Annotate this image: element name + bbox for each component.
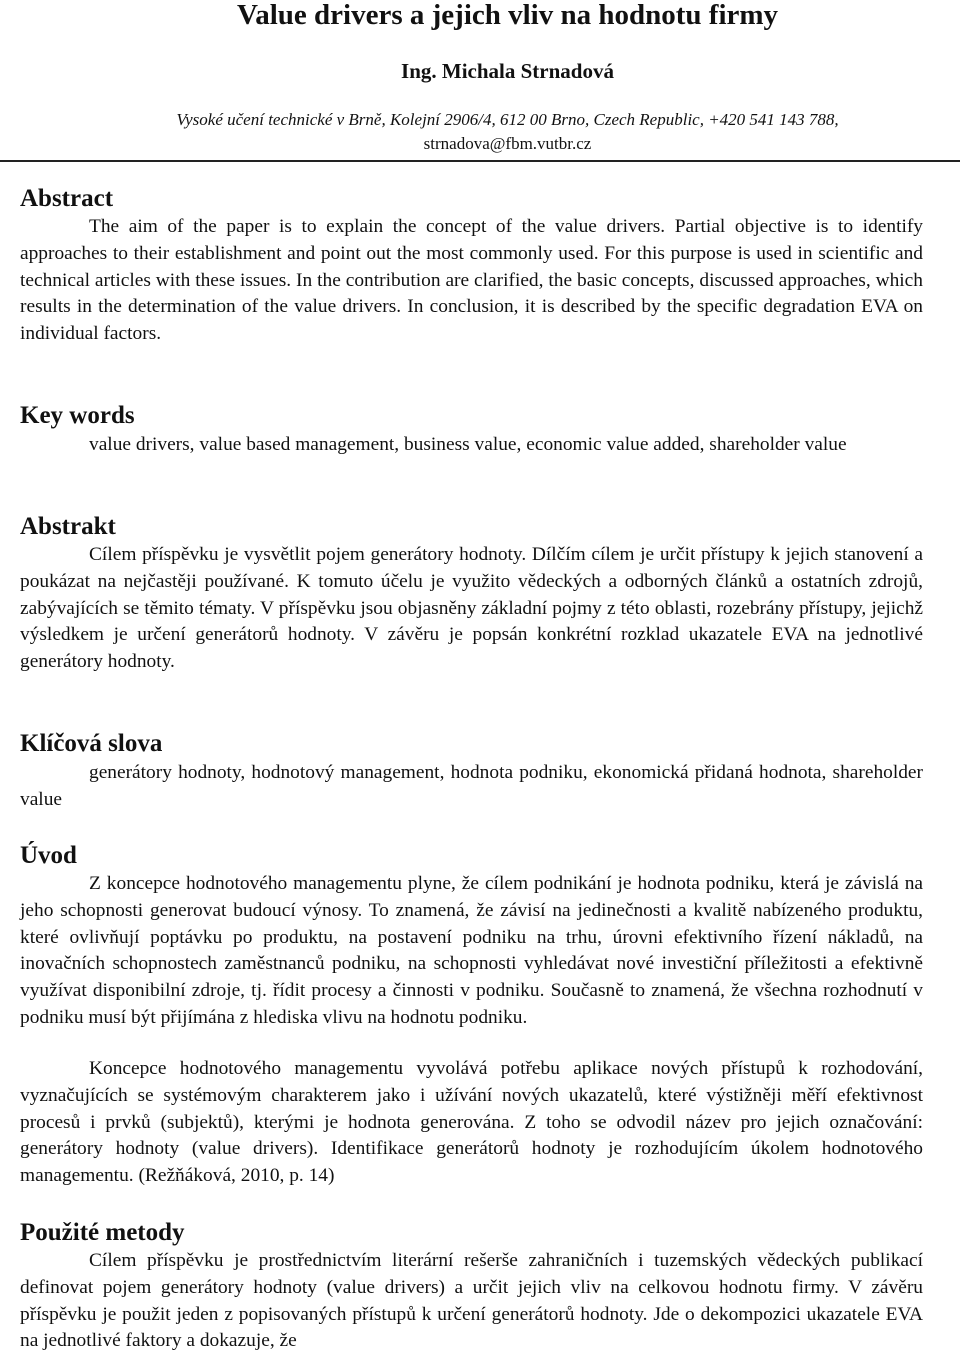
uvod-paragraph-1: Z koncepce hodnotového managementu plyne, že cílem podnikání je hodnota podniku, která je závislá na jeho schopnosti generovat budoucí výnosy. To znamená, že závisí na jedinečnosti a kvalitě nabízeného produktu, které ovlivňují poptávku po produktu, na postavení podniku na trhu, úrovni efektivního řízení nákladů, na inovačních schopnostech zaměstnanců podniku, na schopnosti vyhledávat nové investiční příležitosti a efektivně využívat disponibilní zdroje, tj. řídit procesy a činnosti v podniku. Současně to znamená, že všechna rozhodnutí v podniku musí být přijímána z hlediska vlivu na hodnotu podniku.: [20, 873, 923, 1028]
paper-title: Value drivers a jejich vliv na hodnotu firmy: [236, 0, 779, 31]
klicova-slova-text: generátory hodnoty, hodnotový management, hodnota podniku, ekonomická přidaná hodnota, shareholder value: [20, 762, 923, 810]
affiliation-address: Vysoké učení technické v Brně, Kolejní 2906/4, 612 00 Brno, Czech Republic, +420 541 143 788,: [176, 110, 839, 129]
author-email: strnadova@fbm.vutbr.cz: [423, 134, 592, 153]
abstrakt-text: Cílem příspěvku je vysvětlit pojem generátory hodnoty. Dílčím cílem je určit přístupy k jejich stanovení a poukázat na nejčastěji používané. K tomuto účelu je využito vědeckých a odborných článků a ostatních zdrojů, zabývajících se těmito tématy. V příspěvku jsou objasněny základní pojmy z této oblasti, rozebrány přístupy, jejichž výsledkem je určení generátorů hodnoty. V závěru je popsán konkrétní rozklad ukazatele EVA na jednotlivé generátory hodnoty.: [20, 544, 923, 673]
header-divider: [0, 160, 960, 162]
metody-heading: Použité metody: [20, 1219, 185, 1246]
keywords-text: value drivers, value based management, business value, economic value added, shareholder value: [89, 434, 847, 455]
author-affiliation: [0, 108, 960, 156]
klicova-slova-heading: Klíčová slova: [20, 730, 163, 757]
metody-text: Cílem příspěvku je prostřednictvím literární rešerše zahraničních i tuzemských vědeckých publikací definovat pojem generátory hodnoty (value drivers) a určit jejich vliv na celkovou hodnotu firmy. V závěru příspěvku je použit jeden z popisovaných přístupů k určení generátorů hodnoty. Jde o dekompozici ukazatele EVA na jednotlivé faktory a dokazuje, že: [20, 1250, 923, 1352]
uvod-heading: Úvod: [20, 842, 77, 869]
abstrakt-heading: Abstrakt: [20, 513, 116, 540]
keywords-heading: Key words: [20, 402, 135, 429]
author-name: Ing. Michala Strnadová: [401, 59, 614, 83]
uvod-paragraph-2: Koncepce hodnotového managementu vyvolává potřebu aplikace nových přístupů k rozhodování, vyznačujících se systémovým charakterem jako i užívání nových ukazatelů, které výstižněji měří efektivnost procesů i prvků (subjektů), kterými je hodnota generována. Z toho se odvodil název pro jejich označování: generátory hodnoty (value drivers). Identifikace generátorů hodnoty je rozhodujícím úkolem hodnotového managementu. (Režňáková, 2010, p. 14): [20, 1058, 923, 1187]
abstract-text: The aim of the paper is to explain the concept of the value drivers. Partial objective is to identify approaches to their establishment and point out the most commonly used. For this purpose is used in scientific and technical articles with these issues. In the contribution are clarified, the basic concepts, discussed approaches, which results in the determination of the value drivers. In conclusion, it is described by the specific degradation EVA on individual factors.: [20, 216, 923, 345]
abstract-heading: Abstract: [20, 185, 114, 212]
